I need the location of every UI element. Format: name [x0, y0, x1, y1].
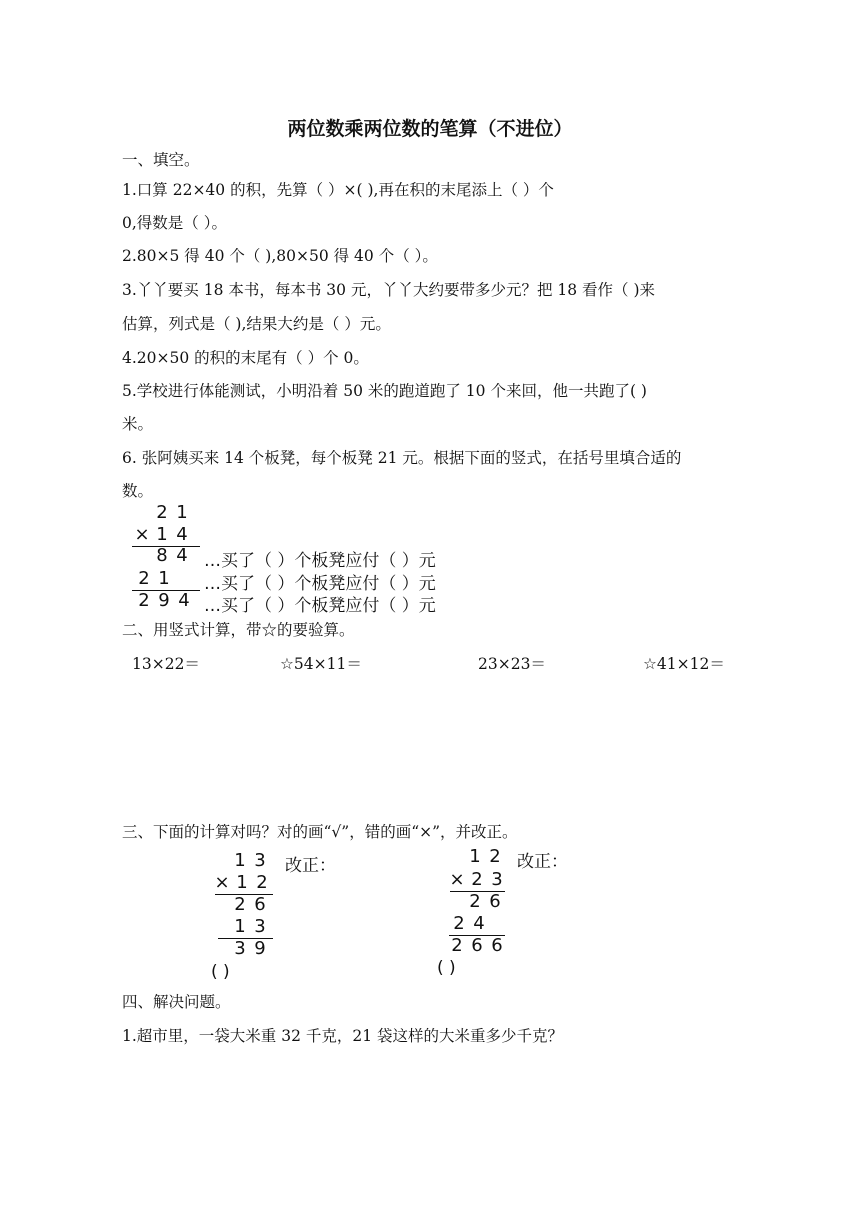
correct-label-right: 改正： [517, 852, 568, 872]
section2-heading: 二、用竖式计算，带☆的要验算。 [122, 621, 355, 639]
vm-caption-1: …买了（ ）个板凳应付（ ）元 [204, 551, 436, 571]
digit: 4 [176, 524, 188, 545]
q5-line2: 米。 [122, 415, 154, 433]
vm-row-partial2 [134, 568, 174, 589]
section4-heading: 四、解决问题。 [122, 993, 231, 1011]
section4-q1: 1.超市里，一袋大米重 32 千克，21 袋这样的大米重多少千克？ [122, 1027, 564, 1045]
q3-line1: 3.丫丫要买 18 本书，每本书 30 元，丫丫大约要带多少元？把 18 看作（ )来 [122, 281, 655, 299]
cl-row5 [230, 938, 270, 959]
cr-row5 [447, 935, 507, 956]
digit: 4 [178, 590, 190, 611]
digit: 2 [469, 891, 481, 912]
vm-row-partial1 [152, 545, 192, 566]
digit: 1 [469, 846, 481, 867]
times-sign: × [449, 869, 465, 890]
section1-heading: 一、填空。 [122, 151, 200, 169]
q1-line2: 0,得数是（ ）。 [122, 214, 227, 232]
digit: 6 [471, 935, 483, 956]
digit: 1 [176, 502, 188, 523]
times-sign: × [134, 524, 150, 545]
digit: 2 [138, 568, 150, 589]
digit: 1 [234, 850, 246, 871]
cl-row2 [212, 872, 272, 893]
vm-caption-3: …买了（ ）个板凳应付（ ）元 [204, 596, 436, 616]
digit: 2 [453, 913, 465, 934]
vm-caption-2: …买了（ ）个板凳应付（ ）元 [204, 574, 436, 594]
cl-row3 [230, 894, 270, 915]
digit: 3 [234, 938, 246, 959]
times-sign: × [214, 872, 230, 893]
problem-4: ☆41×12＝ [643, 655, 725, 673]
digit: 4 [473, 913, 485, 934]
digit: 9 [158, 590, 170, 611]
cl-row1 [230, 850, 270, 871]
page-title: 两位数乘两位数的笔算（不进位） [287, 118, 573, 140]
digit: 9 [254, 938, 266, 959]
digit: 1 [156, 524, 168, 545]
cr-row3 [465, 891, 505, 912]
cr-row1 [465, 846, 505, 867]
digit: 3 [254, 850, 266, 871]
judge-parentheses-left: ( ) [211, 962, 230, 982]
digit: 2 [489, 846, 501, 867]
q6-line1: 6. 张阿姨买来 14 个板凳，每个板凳 21 元。根据下面的竖式，在括号里填合适的 [122, 449, 682, 467]
digit: 4 [176, 545, 188, 566]
digit: 3 [491, 869, 503, 890]
vm-row-product [134, 590, 194, 611]
vm-row-multiplier [132, 524, 192, 545]
digit: 8 [156, 545, 168, 566]
digit: 3 [254, 916, 266, 937]
digit: 1 [236, 872, 248, 893]
digit: 2 [234, 894, 246, 915]
digit: 6 [491, 935, 503, 956]
digit: 1 [234, 916, 246, 937]
vm-row-multiplicand [152, 502, 192, 523]
problem-1: 13×22＝ [132, 655, 200, 673]
digit: 2 [138, 590, 150, 611]
correct-label-left: 改正： [285, 856, 336, 876]
problem-2: ☆54×11＝ [280, 655, 362, 673]
q2: 2.80×5 得 40 个（ ),80×50 得 40 个（ ）。 [122, 247, 438, 265]
q5-line1: 5.学校进行体能测试，小明沿着 50 米的跑道跑了 10 个来回，他一共跑了( ) [122, 382, 647, 400]
cl-row4 [230, 916, 270, 937]
digit: 1 [158, 568, 170, 589]
q3-line2: 估算，列式是（ ),结果大约是（ ）元。 [122, 315, 391, 333]
digit: 6 [489, 891, 501, 912]
cr-row4 [449, 913, 489, 934]
digit: 2 [451, 935, 463, 956]
digit: 6 [254, 894, 266, 915]
digit: 2 [471, 869, 483, 890]
judge-parentheses-right: ( ) [437, 958, 456, 978]
cr-row2 [447, 869, 507, 890]
digit: 2 [256, 872, 268, 893]
section3-heading: 三、下面的计算对吗？对的画“√”，错的画“×”，并改正。 [122, 823, 518, 841]
q1-line1: 1.口算 22×40 的积，先算（ ）×( ),再在积的末尾添上（ ）个 [122, 181, 554, 199]
q6-line2: 数。 [122, 482, 154, 500]
problem-3: 23×23＝ [478, 655, 546, 673]
q4: 4.20×50 的积的末尾有（ ）个 0。 [122, 349, 369, 367]
digit: 2 [156, 502, 168, 523]
